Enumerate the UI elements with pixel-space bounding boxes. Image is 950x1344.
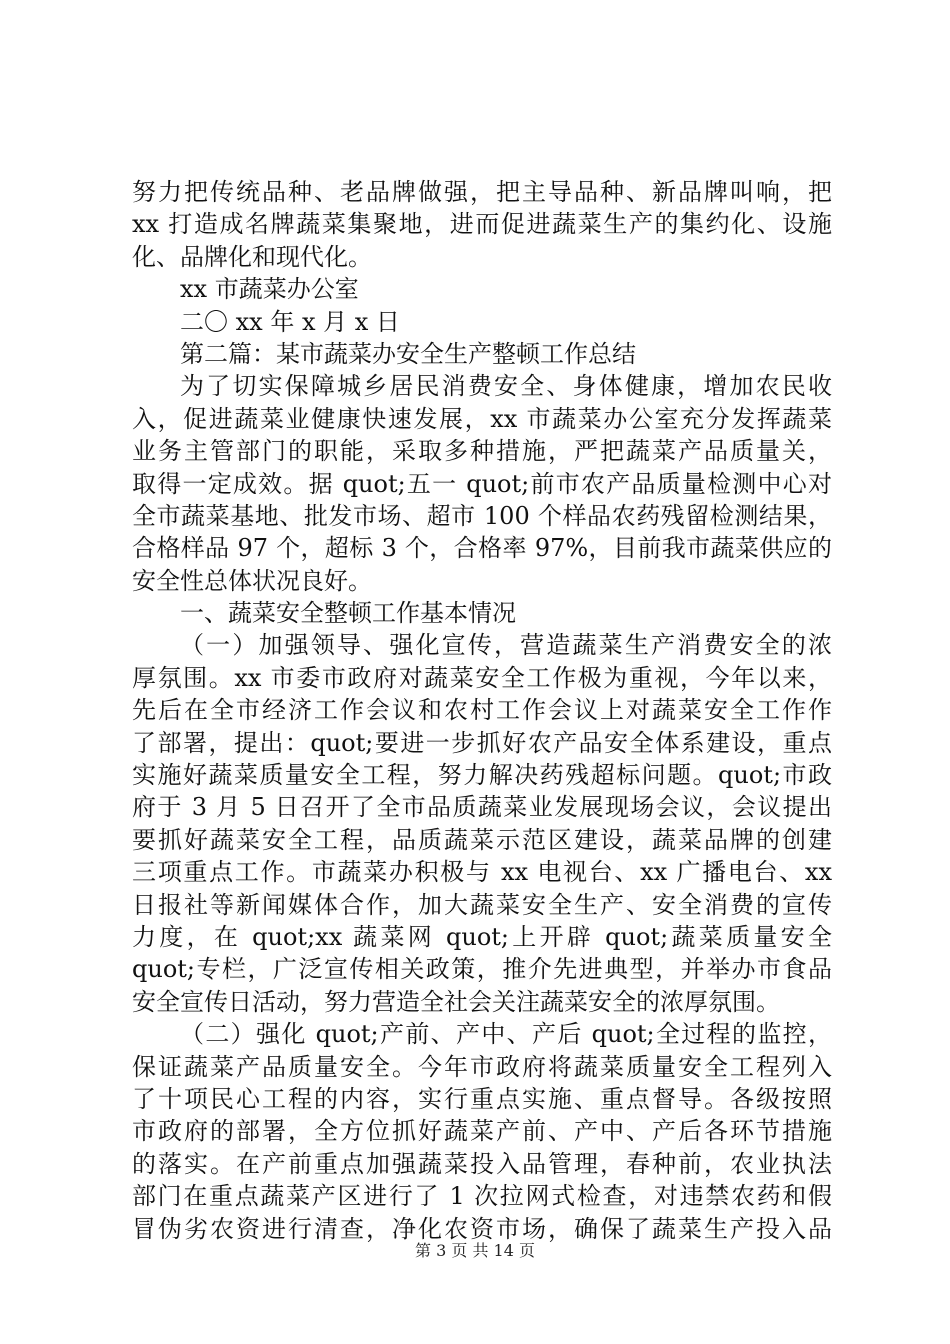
page-footer: 第 3 页 共 14 页 [415,1241,535,1260]
text-line: 保证蔬菜产品质量安全。今年市政府将蔬菜质量安全工程列入 [132,1052,832,1081]
text-line: 努力把传统品种、老品牌做强，把主导品种、新品牌叫响，把 [132,178,832,206]
text-line: xx 打造成名牌蔬菜集聚地，进而促进蔬菜生产的集约化、设施 [132,210,832,239]
text-line: 力度，在 quot;xx 蔬菜网 quot;上开辟 quot;蔬菜质量安全 [132,922,832,951]
text-line: 的落实。在产前重点加强蔬菜投入品管理，春种前，农业执法 [132,1149,832,1178]
text-line: 了部署，提出：quot;要进一步抓好农产品安全体系建设，重点 [132,728,832,757]
text-line: 合格样品 97 个，超标 3 个，合格率 97%，目前我市蔬菜供应的 [132,534,832,563]
text-line: 市政府的部署，全方位抓好蔬菜产前、产中、产后各环节措施 [132,1117,832,1146]
text-line: 厚氛围。xx 市委市政府对蔬菜安全工作极为重视，今年以来， [132,663,832,692]
text-line: 日报社等新闻媒体合作，加大蔬菜安全生产、安全消费的宣传 [132,890,832,919]
text-line: 入，促进蔬菜业健康快速发展，xx 市蔬菜办公室充分发挥蔬菜 [132,404,832,433]
text-line: （二）强化 quot;产前、产中、产后 quot;全过程的监控， [180,1020,832,1049]
text-line: 全市蔬菜基地、批发市场、超市 100 个样品农药残留检测结果， [132,501,832,530]
text-line: 实施好蔬菜质量安全工程，努力解决药残超标问题。quot;市政 [132,761,832,790]
text-line: 一、蔬菜安全整顿工作基本情况 [180,599,516,628]
text-line: quot;专栏，广泛宣传相关政策，推介先进典型，并举办市食品 [132,955,832,984]
text-line: 三项重点工作。市蔬菜办积极与 xx 电视台、xx 广播电台、xx [132,858,832,887]
text-line: 了十项民心工程的内容，实行重点实施、重点督导。各级按照 [132,1084,832,1113]
text-line: 取得一定成效。据 quot;五一 quot;前市农产品质量检测中心对 [132,469,832,498]
text-line: 安全宣传日活动，努力营造全社会关注蔬菜安全的浓厚氛围。 [132,987,780,1016]
text-line: 部门在重点蔬菜产区进行了 1 次拉网式检查，对违禁农药和假 [132,1182,832,1211]
text-line: （一）加强领导、强化宣传，营造蔬菜生产消费安全的浓 [180,631,832,660]
text-line: 为了切实保障城乡居民消费安全、身体健康，增加农民收 [180,372,832,401]
text-line: 二〇 xx 年 x 月 x 日 [180,307,400,336]
document-body [132,176,832,1245]
text-line: 第二篇：某市蔬菜办安全生产整顿工作总结 [180,339,636,368]
text-line: 业务主管部门的职能，采取多种措施，严把蔬菜产品质量关， [132,437,832,466]
text-line: 府于 3 月 5 日召开了全市品质蔬菜业发展现场会议，会议提出 [132,793,832,822]
text-line: 化、品牌化和现代化。 [132,242,372,271]
text-line: xx 市蔬菜办公室 [180,275,359,304]
text-line: 冒伪劣农资进行清查，净化农资市场，确保了蔬菜生产投入品 [132,1214,832,1243]
text-line: 要抓好蔬菜安全工程，品质蔬菜示范区建设，蔬菜品牌的创建 [132,825,832,854]
text-line: 先后在全市经济工作会议和农村工作会议上对蔬菜安全工作作 [132,696,832,725]
text-line: 安全性总体状况良好。 [132,566,372,595]
